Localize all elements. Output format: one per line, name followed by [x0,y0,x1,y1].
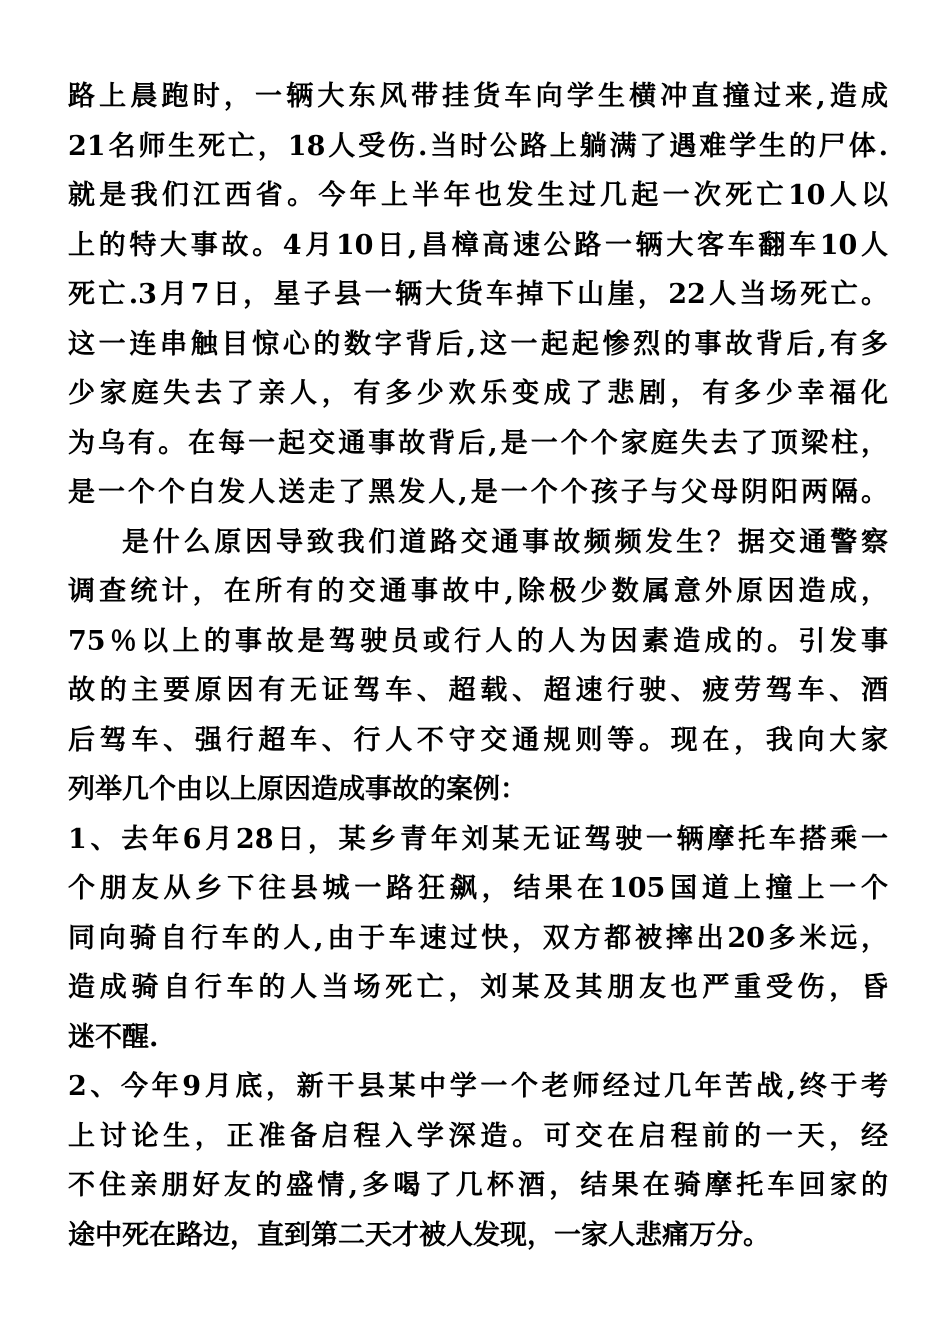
text-line: 就是我们江西省。今年上半年也发生过几起一次死亡10人以 [68,180,888,211]
text-line: 个朋友从乡下往县城一路狂飙，结果在105国道上撞上一个 [68,873,888,904]
text-line: 迷不醒. [68,1021,159,1053]
document-page [68,72,888,1260]
text-line: 列举几个由以上原因造成事故的案例： [68,774,527,805]
text-line: 21名师生死亡，18人受伤.当时公路上躺满了遇难学生的尸体. [68,130,888,162]
text-line: 路上晨跑时，一辆大东风带挂货车向学生横冲直撞过来,造成 [68,81,888,112]
text-line: 不住亲朋好友的盛情,多喝了几杯酒，结果在骑摩托车回家的 [68,1170,888,1201]
text-line: 后驾车、强行超车、行人不守交通规则等。现在，我向大家 [68,724,888,756]
text-line: 同向骑自行车的人,由于车速过快，双方都被摔出20多米远， [68,922,888,954]
text-line: 上的特大事故。4月10日,昌樟高速公路一辆大客车翻车10人 [68,229,888,261]
text-line: 少家庭失去了亲人，有多少欢乐变成了悲剧，有多少幸福化 [68,378,888,409]
case-item-first-line: 2、今年9月底，新干县某中学一个老师经过几年苦战,终于考 [68,1071,888,1102]
text-line: 75％以上的事故是驾驶员或行人的人为因素造成的。引发事 [68,625,888,657]
paragraph-first-line: 是什么原因导致我们道路交通事故频频发生？据交通警察 [122,526,888,558]
text-line: 故的主要原因有无证驾车、超载、超速行驶、疲劳驾车、酒 [68,675,888,706]
case-item-first-line: 1、去年6月28日，某乡青年刘某无证驾驶一辆摩托车搭乘一 [68,823,888,855]
text-line: 为乌有。在每一起交通事故背后,是一个个家庭失去了顶梁柱， [68,427,888,459]
text-line: 是一个个白发人送走了黑发人,是一个个孩子与父母阴阳两隔。 [68,477,888,508]
text-line: 这一连串触目惊心的数字背后,这一起起惨烈的事故背后,有多 [68,328,888,360]
text-line: 造成骑自行车的人当场死亡，刘某及其朋友也严重受伤，昏 [68,972,888,1003]
text-line: 调查统计，在所有的交通事故中,除极少数属意外原因造成， [68,576,888,607]
text-line: 上讨论生，正准备启程入学深造。可交在启程前的一天，经 [68,1120,888,1152]
text-line: 死亡.3月7日，星子县一辆大货车掉下山崖，22人当场死亡。 [68,279,888,310]
text-line: 途中死在路边，直到第二天才被人发现，一家人悲痛万分。 [68,1219,770,1251]
